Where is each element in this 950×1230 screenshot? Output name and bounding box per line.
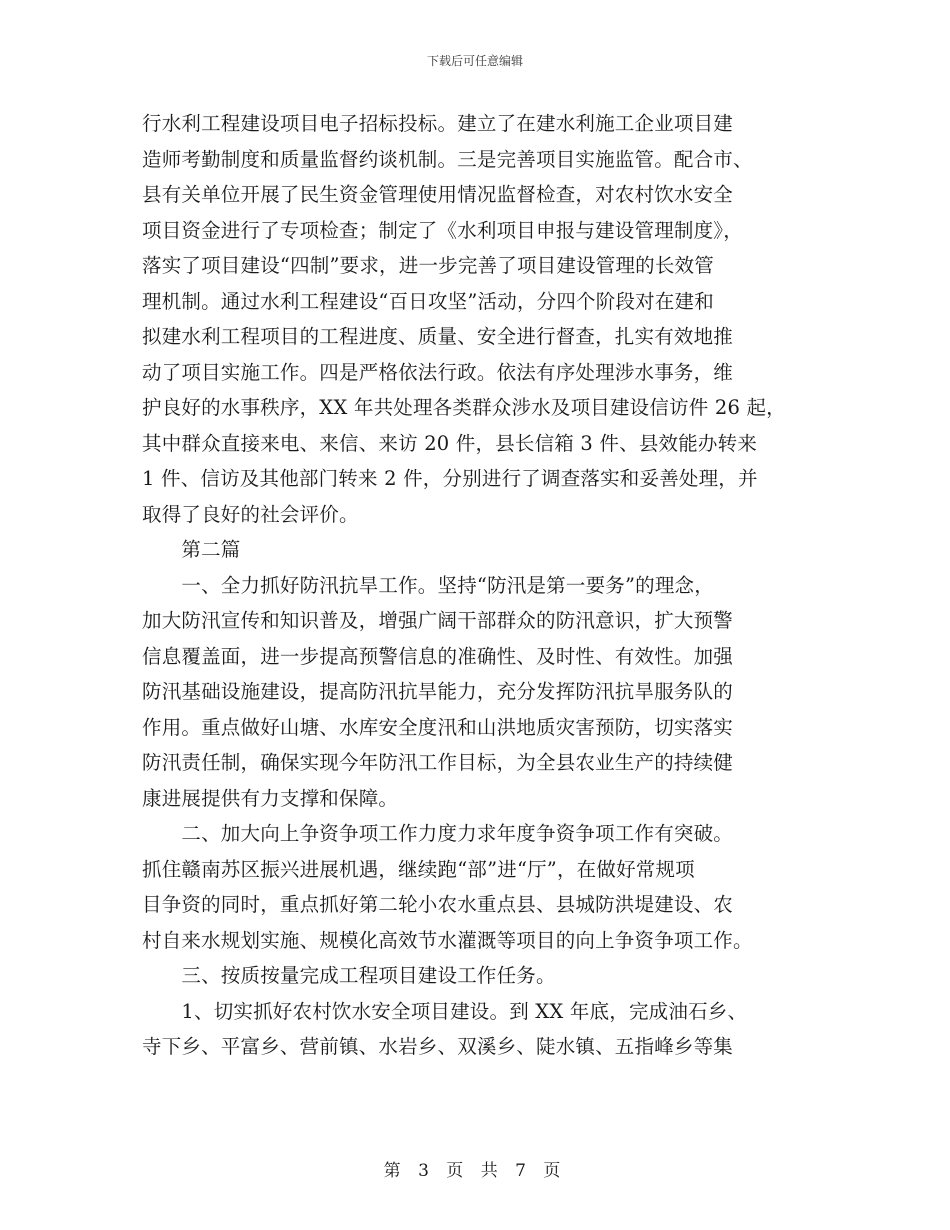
text-line: 造师考勤制度和质量监督约谈机制。三是完善项目实施监管。配合市、 bbox=[142, 147, 753, 171]
text-line: 项目资金进行了专项检查；制定了《水利项目申报与建设管理制度》， bbox=[142, 218, 743, 242]
page-number: 第 3 页 共 7 页 bbox=[383, 1161, 567, 1181]
text-line: 寺下乡、平富乡、营前镇、水岩乡、双溪乡、陡水镇、五指峰乡等集 bbox=[142, 1035, 734, 1058]
text-line: 防汛责任制，确保实现今年防汛工作目标，为全县农业生产的持续健 bbox=[142, 751, 734, 774]
text-line: 抓住赣南苏区振兴进展机遇，继续跑“部”进“厅”，在做好常规项 bbox=[142, 857, 695, 881]
text-line: 落实了项目建设“四制”要求，进一步完善了项目建设管理的长效管 bbox=[142, 254, 714, 277]
text-line: 村自来水规划实施、规模化高效节水灌溉等项目的向上争资争项工作。 bbox=[142, 928, 753, 952]
document-body bbox=[142, 106, 832, 1065]
text-line: 县有关单位开展了民生资金管理使用情况监督检查，对农村饮水安全 bbox=[142, 183, 734, 206]
text-line: 拟建水利工程项目的工程进度、质量、安全进行督查，扎实有效地推 bbox=[142, 325, 734, 348]
text-line: 作用。重点做好山塘、水库安全度汛和山洪地质灾害预防，切实落实 bbox=[142, 715, 734, 739]
text-line: 1 件、信访及其他部门转来 2 件，分别进行了调查落实和妥善处理，并 bbox=[142, 467, 758, 490]
text-line: 理机制。通过水利工程建设“百日攻坚”活动，分四个阶段对在建和 bbox=[142, 289, 714, 313]
text-line: 目争资的同时，重点抓好第二轮小农水重点县、县城防洪堤建设、农 bbox=[142, 893, 734, 916]
text-line: 加大防汛宣传和知识普及，增强广阔干部群众的防汛意识，扩大预警 bbox=[142, 609, 734, 632]
text-line: 信息覆盖面，进一步提高预警信息的准确性、及时性、有效性。加强 bbox=[142, 644, 734, 668]
text-line: 取得了良好的社会评价。 bbox=[142, 502, 359, 526]
page-header: 下载后可任意编辑 bbox=[426, 54, 523, 68]
section-heading: 第二篇 bbox=[142, 538, 241, 561]
text-line: 三、按质按量完成工程项目建设工作任务。 bbox=[142, 964, 556, 987]
text-line: 其中群众直接来电、来信、来访 20 件，县长信箱 3 件、县效能办转来 bbox=[142, 431, 758, 455]
text-line: 康进展提供有力支撑和保障。 bbox=[142, 786, 399, 810]
text-line: 1、切实抓好农村饮水安全项目建设。到 XX 年底，完成油石乡、 bbox=[142, 999, 748, 1023]
text-line: 一、全力抓好防汛抗旱工作。坚持“防汛是第一要务”的理念， bbox=[142, 573, 714, 597]
text-line: 防汛基础设施建设，提高防汛抗旱能力，充分发挥防汛抗旱服务队的 bbox=[142, 680, 734, 703]
text-line: 护良好的水事秩序，XX 年共处理各类群众涉水及项目建设信访件 26 起， bbox=[142, 396, 786, 419]
text-line: 动了项目实施工作。四是严格依法行政。依法有序处理涉水事务，维 bbox=[142, 360, 734, 384]
text-line: 二、加大向上争资争项工作力度力求年度争资争项工作有突破。 bbox=[142, 822, 734, 845]
text-line: 行水利工程建设项目电子招标投标。建立了在建水利施工企业项目建 bbox=[142, 112, 734, 135]
